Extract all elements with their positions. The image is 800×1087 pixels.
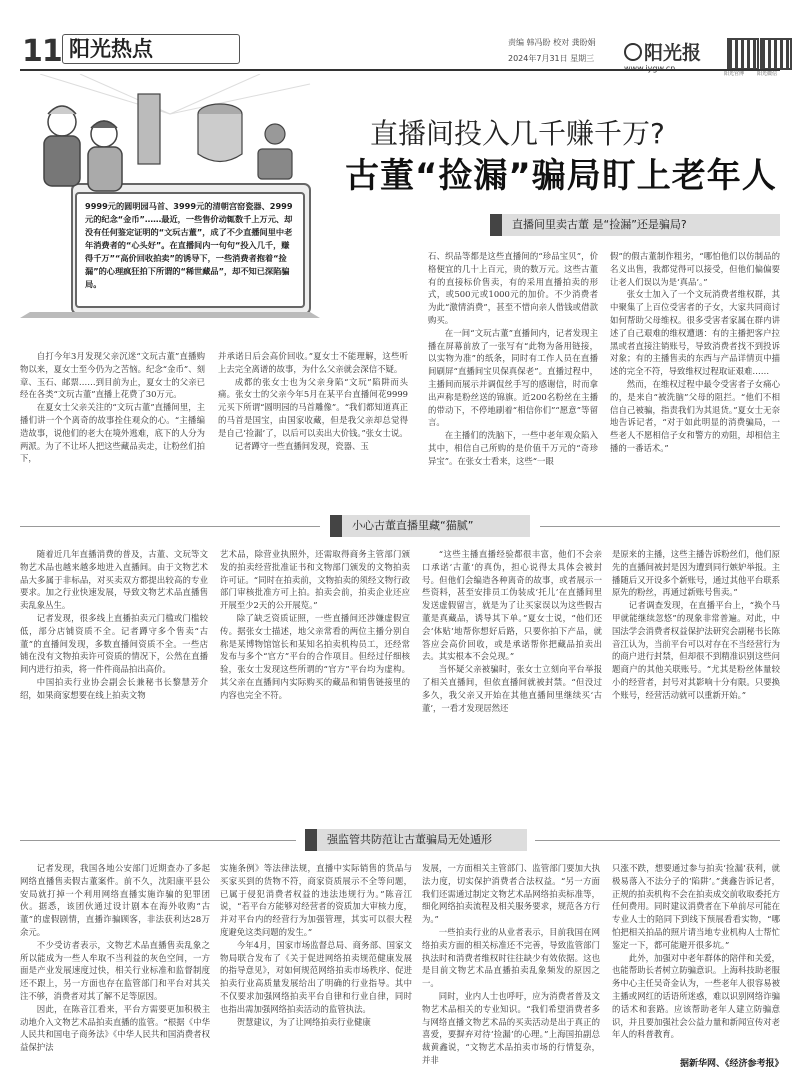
paragraph: 因此，在陈音江看来，平台方需要更加积极主动地介入文物艺术品拍卖直播的监管。“根据《中华人民共和国电子商务法》《中华人民共和国消费者权益保护法 xyxy=(20,1003,210,1053)
paragraph: 此外，加强对中老年群体的陪伴和关爱，也能帮助长者树立防骗意识。上海科技助老服务中心主任吴奇金认为，一些老年人很容易被主播或网红的话语所迷惑，难以识别网络诈骗的话术和套路。应该帮助老年人建立防骗意识，并且要加强社会公益力量和新闻宣传对老年人的科普教育。 xyxy=(612,952,780,1040)
section-title: 阳光热点 xyxy=(62,34,240,64)
paragraph: 贺慧建议，为了让网络拍卖行业健康 xyxy=(236,1016,371,1027)
lead-summary: 9999元的圆明园马首、3999元的清朝宫窑瓷器、2999元的纪念“金币”……最近，一些售价动辄数千上万元、却没有任何鉴定证明的“文玩古董”，成了不少直播间里中老年消费者的“心头好”。在直播间内一句句“投入几千，赚得千万”“高价回收拍卖”的诱导下，一些消费者抱着“捡漏”的心理疯狂拍下所谓的“稀世藏品”，却不知已深陷骗局。 xyxy=(75,192,305,308)
paragraph: 同时，业内人士也呼吁，应为消费者普及文物艺术品相关的专业知识。“我们希望消费者多与网络直播文物艺术品的买卖活动是出于真正的喜爱，要摒弃对待‘捡漏’的心理。”上海国拍副总裁黄鑫说，“文物艺术品拍卖市场的行情复杂，并非 xyxy=(422,990,600,1065)
article-column xyxy=(218,350,408,452)
article-column xyxy=(422,862,600,1067)
article-column xyxy=(422,548,602,714)
sun-logo-icon xyxy=(624,43,642,61)
paragraph: 当怀疑父亲被骗时，张女士立刻向平台举报了相关直播间，但依直播间就被封禁。“但没过多久，我父亲又开始在其他直播间里继续买‘古董’，一看才发现居然还 xyxy=(422,664,602,713)
source-credit: 据新华网、《经济参考报》 xyxy=(680,1059,784,1069)
headline-line-2: 古董“捡漏”骗局盯上老年人 xyxy=(345,156,777,196)
paragraph: 记者发现，我国各地公安部门近期查办了多起网络直播售卖假古董案件。前不久，沈阳康平县公安局就打掉一个利用网络直播实施诈骗的犯罪团伙。据悉，该团伙通过设计剧本在海外收购“古董”的虚假剧情，直播诈骗顾客，非法获利达28万余元。 xyxy=(20,863,210,937)
paragraph: 记者调查发现，在直播平台上，“换个马甲就能继续忽悠”的现象非常普遍。对此，中国法学会消费者权益保护法研究会副秘书长陈音江认为，当前平台可以对存在不当经营行为的商户进行封禁，但却很不到精准识别这些问题商户的其他关联账号。“尤其是粉丝体量较小的经营者，封号对其影响十分有限。只要换个账号，经营活动就可以重新开始。” xyxy=(612,600,780,700)
article-column xyxy=(612,862,780,1041)
paragraph: 在主播们的洗脑下，一些中老年观众陷入其中，相信自己所购的是价值千万元的“奇珍异宝”。在张女士看来，这些“一眼 xyxy=(428,430,598,466)
paragraph: 不少受访者表示，文物艺术品直播售卖乱象之所以能成为一些人牟取不当利益的灰色空间，一方面是产业发展速度过快，相关行业标准和监督制度还不跟上，另一方面也存在监管部门和平台对其关注不够，消费者对其了解不足等原因。 xyxy=(20,939,210,1001)
headline-line-1: 直播间投入几千赚千万? xyxy=(370,117,665,150)
newspaper-logo xyxy=(624,38,701,65)
issue-date: 2024年7月31日 星期三 xyxy=(508,54,595,63)
paragraph: 记者蹲守一些直播间发现，瓷器、玉 xyxy=(234,440,369,451)
paragraph: 在一间“文玩古董”直播间内，记者发现主播在屏幕前放了一张写有“此物为备用链接，以实物为准”的纸条，同时有工作人员在直播间刷屏“直播间宝贝保真保老”。直播过程中，主播间而展示并调侃丝手写的感谢信，时而拿出声称是粉丝送的锦旗。近200名粉丝在主播的带动下，不停地刷着“相信你们”“愿意”等留言。 xyxy=(428,327,598,428)
paragraph: 是原来的主播，这些主播告诉粉丝们，他们原先的直播间被封是因为遭到同行嫉妒举报。主播随后又开设多个新账号，通过其他平台联系原先的粉丝，再通过新账号售卖。” xyxy=(612,549,780,598)
paragraph: 发展，一方面相关主管部门、监管部门要加大执法力度，切实保护消费者合法权益。“另一方面我们还需通过制定文物艺术品网络拍卖标准等，细化网络拍卖流程及相关服务要求，规范各方行为。” xyxy=(422,863,600,925)
editors-credit: 责编 韩冯盼 校对 龚盼娟 xyxy=(508,38,596,47)
article-column xyxy=(610,250,780,455)
elderly-couple-icon xyxy=(44,106,122,191)
article-column xyxy=(20,862,210,1054)
paragraph: 假”的假古董制作粗劣，“哪怕他们以仿制品的名义出售，我都觉得可以接受，但他们偏偏要让老人们误以为是‘真品’。” xyxy=(610,251,780,287)
section-divider xyxy=(20,526,320,527)
article-column xyxy=(428,250,598,468)
paragraph: “这些主播直播经验都很丰富，他们不会亲口承诺‘古董’的真伪，担心说得太具体会被封号。但他们会编造各种离奇的故事，或者展示一些资料，甚至安排员工伪装成‘托儿’在直播间里发送虚假留言，就是为了让买家误以为这些假古董是真藏品，诱导其下单。”夏女士说，“他们还会‘体贴’地帮你想好后路，只要你拍下产品，就答应会高价回收，或是承诺帮你把藏品拍卖出去。其实根本不会兑现。” xyxy=(422,549,602,662)
article-column xyxy=(220,862,412,1028)
article-column xyxy=(20,548,208,702)
paragraph: 随着近几年直播消费的普及，古董、文玩等文物艺术品也越来越多地进入直播间。由于文物艺术品大多属于非标品，对买卖双方都提出较高的专业要求。加之行业快速发展，导致文物艺术品直播售卖乱象丛生。 xyxy=(20,549,208,611)
paragraph: 除了缺乏资质证照，一些直播间还涉嫌虚假宣传。据张女士描述，地父亲常看的两位主播分别自称是某博物馆馆长和某知名拍卖机构员工，还经常发布与多个“官方”平台的合作项目。但经过仔细核验，张女士发现这些所谓的“官方”平台均为虚构。其父亲在直播间内实际购买的藏品和销售链接里的内容也完全不符。 xyxy=(220,612,410,700)
antique-goods-icon xyxy=(138,94,292,179)
subhead-2: 小心古董直播里藏“猫腻” xyxy=(330,515,530,537)
paragraph: 石、织品等都是这些直播间的“珍品宝贝”，价格便宜的几十上百元，贵的数万元。这些古董有的直接标价售卖，有的采用直播拍卖的形式，或500元或1000元的加价。不少消费者为此“激情消费”，甚至不惜向亲人借钱或借款购买。 xyxy=(428,251,598,325)
paragraph: 记者发现，很多线上直播拍卖元门槛或门槛较低，部分店铺资质不全。记者蹲守多个售卖“古董”的直播间发现，多数直播间资质不全。一些店铺在没有文物拍卖许可资质的情况下，公然在直播间内进行拍卖，将一件件商品拍出高价。 xyxy=(20,612,208,675)
paragraph: 实施条例》等法律法规，直播中实际销售的货品与买家买到的货物不符，商家资质展示不全等问题，已属于侵犯消费者权益的违法违规行为。”陈音江说，“若平台方能够对经营者的资质加大审核力度，并对平台内的经营行为加强管理，其实可以很大程度避免这类问题的发生。” xyxy=(220,863,412,937)
paragraph: 今年4月，国家市场监督总局、商务部、国家文物局联合发布了《关于促进网络拍卖规范健康发展的指导意见》，对如何规范网络拍卖市场秩序、促进拍卖行业高质量发展给出了明确的行业指导。其中不仅要求加强网络拍卖平台自律和行业自律，同时也指出需加强网络拍卖活动的监管执法。 xyxy=(220,939,412,1014)
paragraph: 成都的张女士也为父亲身陷“文玩”陷阱而头痛。张女士的父亲今年5月在某平台直播间花9999元买下所谓“圆明园的马首雕像”。“我们都知道真正的马首是国宝，由国家收藏，但是我父亲却总觉得是自己‘捡漏’了，以后可以卖出大价钱。”张女士说。 xyxy=(218,376,408,438)
logo-text: 阳光报 xyxy=(644,42,702,64)
section-divider xyxy=(535,840,780,841)
paragraph: 在夏女士父亲关注的“文玩古董”直播间里，主播们讲一个个离奇的故事拴住观众的心。“主播编造故事，说他们的老大在境外逃难，底下的人分为两派。为了不让坏人把这些藏品卖走，让粉丝们拍下， xyxy=(20,402,205,464)
qr-label: 阳光官博 xyxy=(724,71,745,77)
paragraph: 艺术品，除营业执照外，还需取得商务主管部门颁发的拍卖经营批准证书和文物部门颁发的文物拍卖许可证。“同时在拍卖前，文物拍卖的须经文物行政部门审核批准方可上拍。拍卖会前，拍卖企业还应开展至少2天的公开展览。” xyxy=(220,549,410,611)
article-column xyxy=(20,350,205,465)
paragraph: 然而，在维权过程中最令受害者子女痛心的，是来自“被洗脑”父母的阻拦。“他们不相信自己被骗，指责我们为其退货。”夏女士无奈地告诉记者，“对于如此明显的消费骗局，一些老人不愿相信子女和警方的劝阻，却相信主播的一番话术。” xyxy=(610,378,780,453)
paragraph: 自打今年3月发现父亲沉迷“文玩古董”直播购物以来，夏女士至今仍为之苦恼。纪念“金币”、刻章、玉石、邮票……到目前为止，夏女士的父亲已经在各类“文玩古董”直播上花费了30万元。 xyxy=(20,351,205,400)
header-rule xyxy=(20,69,780,71)
paragraph: 中国拍卖行业协会副会长兼秘书长黎慧芳介绍，如果商家想要在线上拍卖文物 xyxy=(20,676,208,700)
subhead-1: 直播间里卖古董 是“捡漏”还是骗局? xyxy=(490,214,780,236)
paragraph: 一些拍卖行业的从业者表示，目前我国在网络拍卖方面的相关标准还不完善，导致监管部门执法时和消费者维权时往往缺少有效依据。这也是目前文物艺术品直播拍卖乱象频发的原因之一。 xyxy=(422,926,600,989)
section-divider xyxy=(540,526,780,527)
paragraph: 并承诺日后会高价回收。”夏女士不能理解，这些听上去完全离谱的故事，为什么父亲就会深信不疑。 xyxy=(218,351,408,374)
section-divider xyxy=(20,840,296,841)
paragraph: 只涨不跌，想要通过参与拍卖‘捡漏’获利，就极易落入不法分子的‘陷阱’。”龚鑫告诉记者，正规的拍卖机构不会在拍卖成交前收取委托方任何费用。同时建议消费者在下单前尽可能在专业人士的陪同下到线下预展看看实物，“哪怕把相关拍品的照片请当地专业机构人士帮忙鉴定一下，都可能避开很多坑。” xyxy=(612,863,780,950)
qr-code-icon[interactable] xyxy=(727,38,759,70)
article-column xyxy=(612,548,780,702)
qr-code-icon[interactable] xyxy=(760,38,792,70)
qr-label: 阳光微信 xyxy=(757,71,778,77)
subhead-3: 强监管共防范让古董骗局无处遁形 xyxy=(305,829,527,851)
paragraph: 张女士加入了一个文玩消费者维权群，其中聚集了上百位受害者的子女，大家共同商讨如何帮助父母维权。很多受害者家属在群内讲述了自己艰难的维权遭遇：有的主播把客户拉黑或者直接注销账号，导致消费者找不到投诉对象；有的主播售卖的东西与产品详情页中描述的完全不符，导致维权过程取证艰难…… xyxy=(610,289,780,377)
page-number: 11 xyxy=(22,34,62,69)
article-column xyxy=(220,548,410,702)
